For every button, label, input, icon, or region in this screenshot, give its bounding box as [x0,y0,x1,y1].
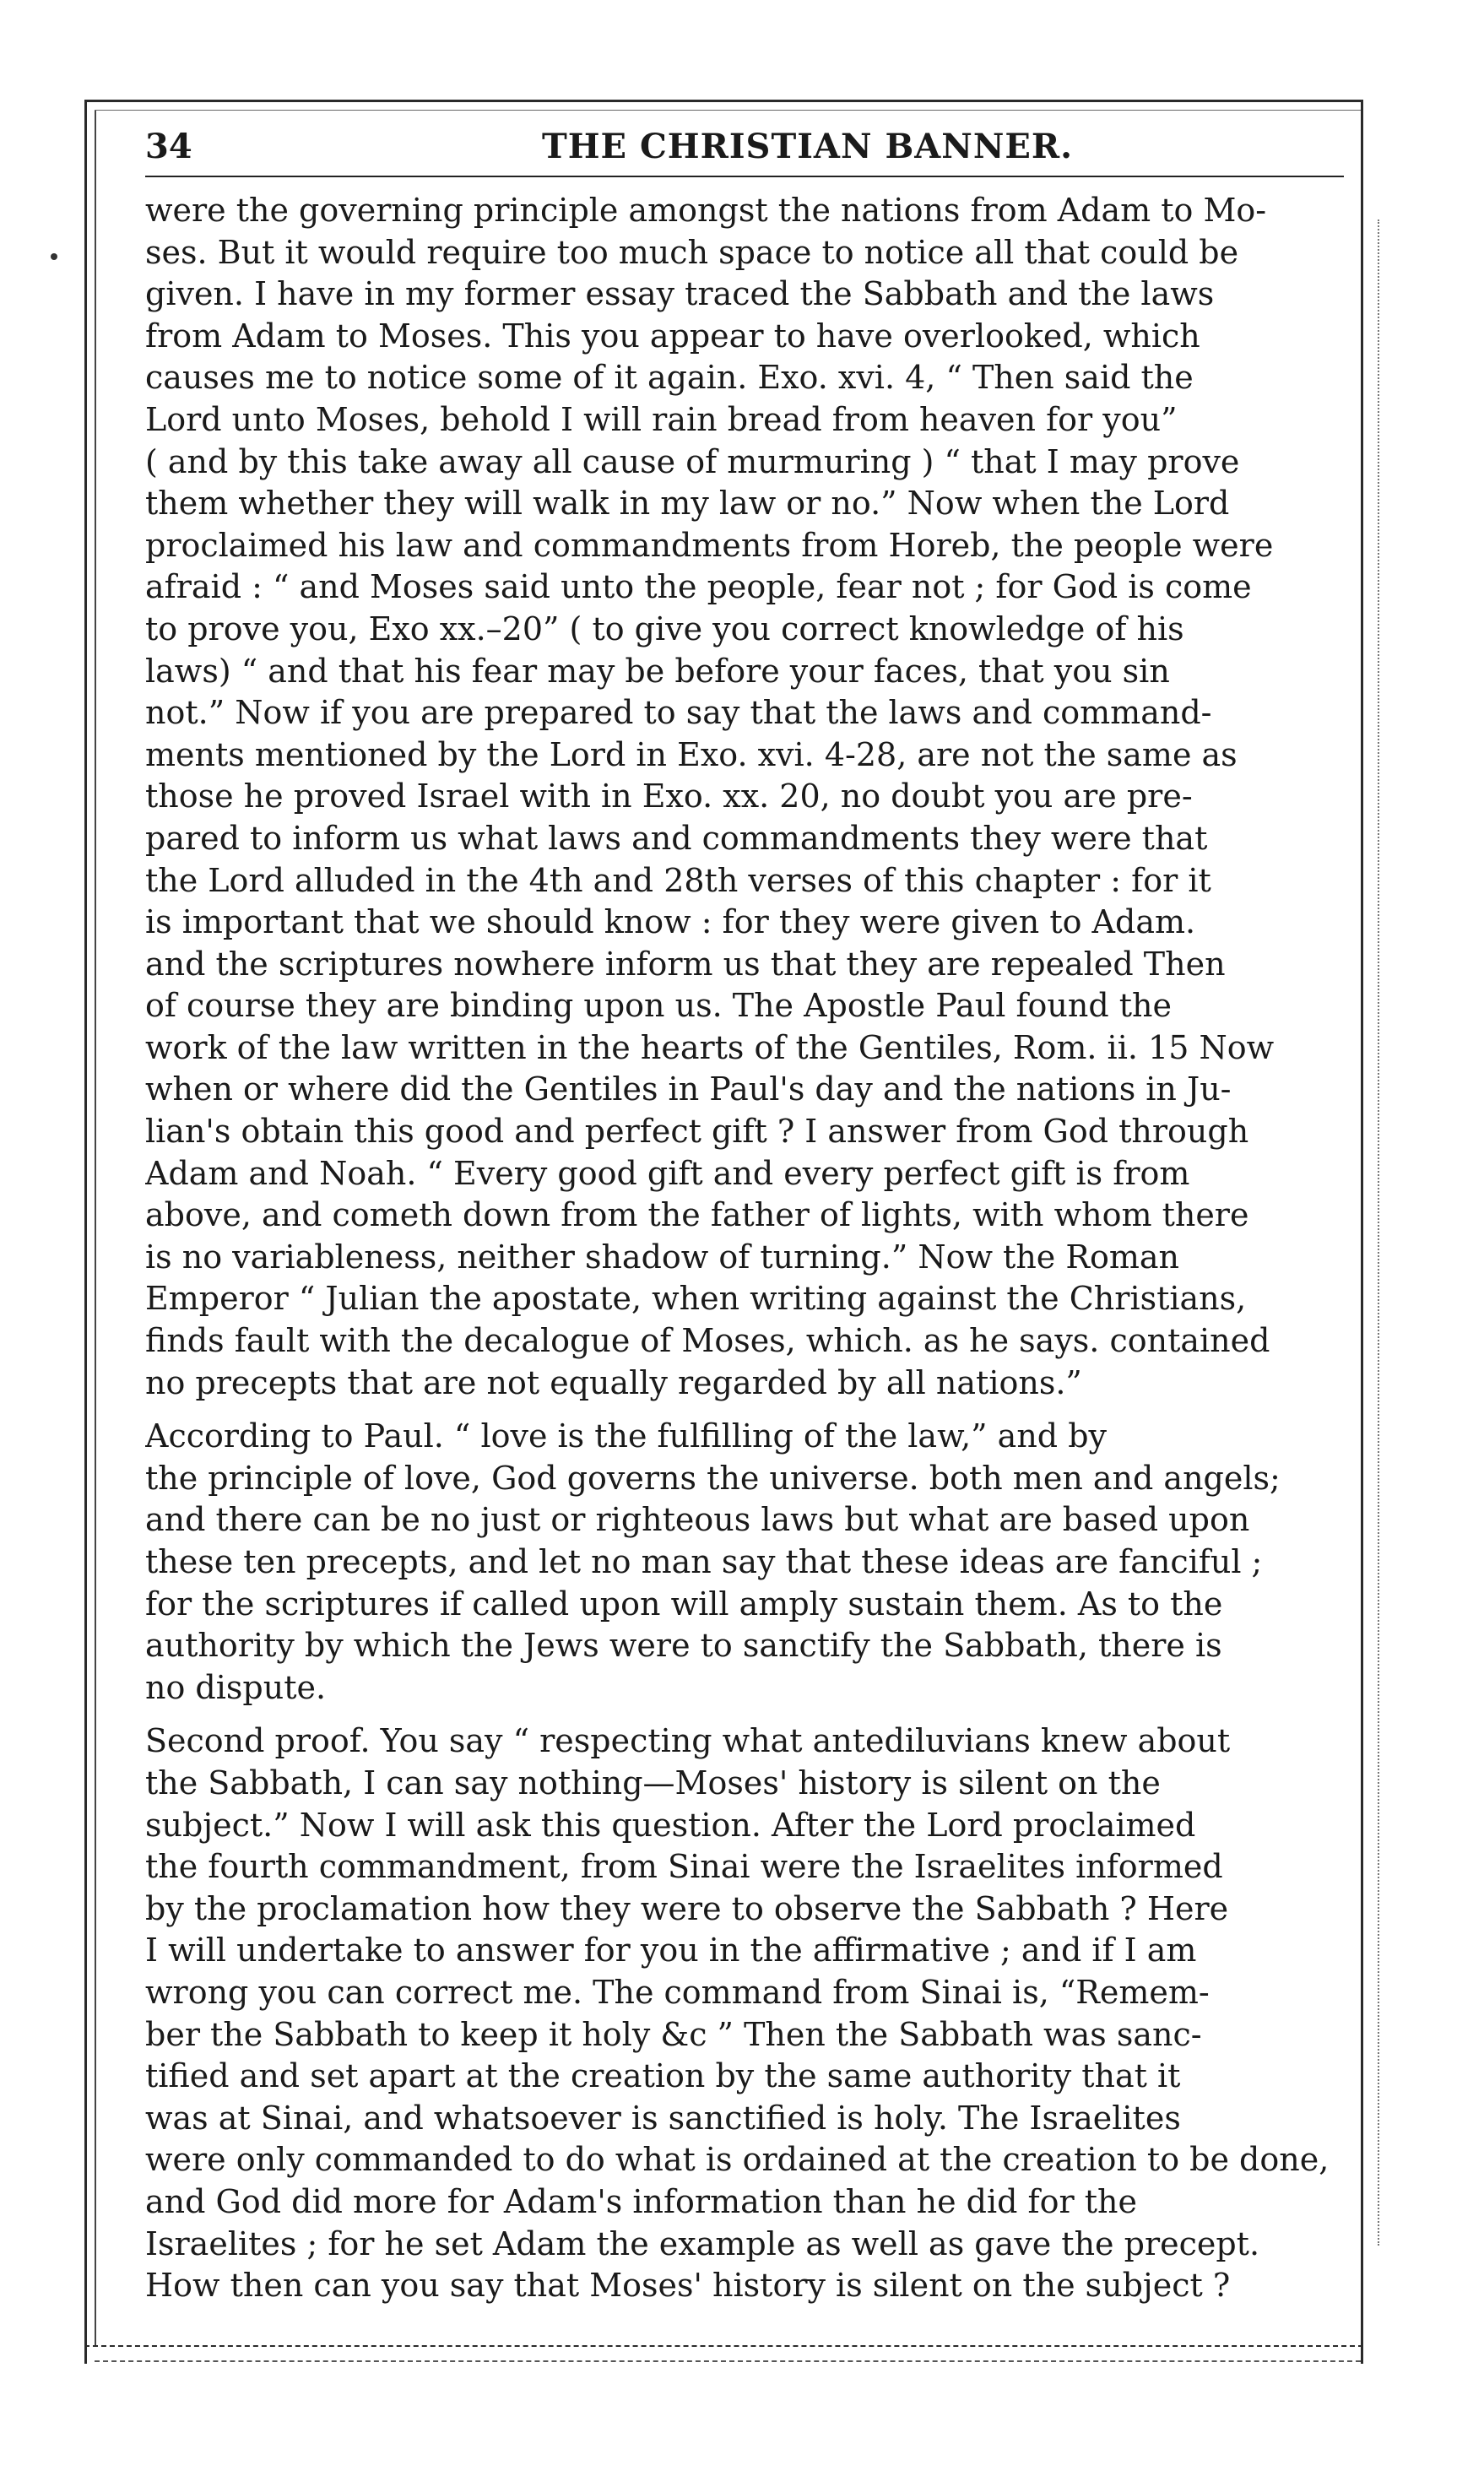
text-line: Adam and Noah. “ Every good gift and every perfect gift is from [145,1154,1190,1192]
text-line: no dispute. [145,1668,327,1706]
text-line: lian's obtain this good and perfect gift ? I answer from God through [145,1113,1249,1151]
page-frame-top-inner-rule [95,110,1361,111]
text-line: the principle of love, God governs the universe. both men and angels; [145,1459,1281,1497]
text-line: the fourth commandment, from Sinai were the Israelites informed [145,1848,1223,1886]
text-line: How then can you say that Moses' history is silent on the subject ? [145,2267,1231,2305]
text-line: for the scriptures if called upon will amply sustain them. As to the [145,1585,1223,1623]
page-frame-left-inner-rule [95,110,96,2347]
text-line: Second proof. You say “ respecting what antediluvians knew about [145,1722,1231,1760]
text-line: of course they are binding upon us. The Apostle Paul found the [145,987,1172,1025]
text-line: and there can be no just or righteous laws but what are based upon [145,1501,1250,1539]
page-frame-top-rule [84,100,1363,102]
text-line: was at Sinai, and whatsoever is sanctified is holy. The Israelites [145,2099,1181,2137]
text-line: According to Paul. “ love is the fulfilling of the law,” and by [145,1417,1107,1455]
page-frame-right-rule [1361,100,1363,2364]
text-line: pared to inform us what laws and commandments they were that [145,819,1208,857]
text-line: is important that we should know : for they were given to Adam. [145,903,1196,941]
text-line: and the scriptures nowhere inform us that they are repealed Then [145,945,1226,983]
text-line: afraid : “ and Moses said unto the people, fear not ; for God is come [145,568,1252,606]
text-line: not.” Now if you are prepared to say that the laws and command- [145,694,1212,732]
text-line: above, and cometh down from the father of lights, with whom there [145,1196,1249,1234]
text-line: no precepts that are not equally regarded by all nations.” [145,1363,1082,1401]
text-line: were only commanded to do what is ordained at the creation to be done, [145,2141,1330,2179]
text-line: the Lord alluded in the 4th and 28th verses of this chapter : for it [145,861,1211,899]
text-line: Emperor “ Julian the apostate, when writing against the Christians, [145,1280,1247,1318]
text-line: subject.” Now I will ask this question. After the Lord proclaimed [145,1806,1196,1844]
text-line: finds fault with the decalogue of Moses, which. as he says. contained [145,1322,1270,1360]
text-line: wrong you can correct me. The command from Sinai is, “Remem- [145,1973,1210,2011]
paragraph-gap [145,1709,1344,1720]
margin-dotted-rule [1378,219,1379,2246]
text-line: given. I have in my former essay traced the Sabbath and the laws [145,275,1215,313]
page-frame-bottom-inner-rule [95,2360,1361,2362]
text-line: ses. But it would require too much space to notice all that could be [145,233,1239,271]
text-line: these ten precepts, and let no man say that these ideas are fanciful ; [145,1543,1263,1580]
text-line: and God did more for Adam's information than he did for the [145,2182,1137,2220]
text-line: proclaimed his law and commandments from Horeb, the people were [145,526,1274,564]
text-line: Lord unto Moses, behold I will rain bread from heaven for you” [145,400,1178,438]
header-rule [145,176,1344,177]
text-line: by the proclamation how they were to observe the Sabbath ? Here [145,1889,1229,1927]
article-body [145,190,1344,2307]
text-line: ber the Sabbath to keep it holy &c ” Then the Sabbath was sanc- [145,2015,1202,2053]
text-line: ( and by this take away all cause of murmuring ) “ that I may prove [145,442,1240,480]
text-line: work of the law written in the hearts of the Gentiles, Rom. ii. 15 Now [145,1028,1275,1066]
text-line: when or where did the Gentiles in Paul's day and the nations in Ju- [145,1070,1232,1108]
text-line: is no variableness, neither shadow of turning.” Now the Roman [145,1238,1180,1276]
text-line: Israelites ; for he set Adam the example as well as gave the precept. [145,2224,1260,2262]
text-line: I will undertake to answer for you in the affirmative ; and if I am [145,1932,1197,1970]
text-line: were the governing principle amongst the nations from Adam to Mo- [145,192,1267,229]
text-line: from Adam to Moses. This you appear to have overlooked, which [145,317,1200,355]
running-title: THE CHRISTIAN BANNER. [542,127,1074,166]
text-line: to prove you, Exo xx.–20” ( to give you correct knowledge of his [145,610,1184,647]
text-line: the Sabbath, I can say nothing—Moses' history is silent on the [145,1764,1161,1802]
margin-ink-speck [51,253,57,260]
text-line: tified and set apart at the creation by the same authority that it [145,2057,1181,2095]
text-line: them whether they will walk in my law or no.” Now when the Lord [145,485,1230,523]
page-frame-bottom-rule [84,2345,1363,2347]
page-frame-left-rule [84,100,87,2364]
page-number: 34 [145,127,192,166]
running-header [145,127,1344,177]
paragraph-gap [145,1404,1344,1416]
text-line: those he proved Israel with in Exo. xx. 20, no doubt you are pre- [145,778,1193,815]
text-line: causes me to notice some of it again. Exo. xvi. 4, “ Then said the [145,359,1194,397]
text-line: ments mentioned by the Lord in Exo. xvi. 4-28, are not the same as [145,735,1238,773]
text-line: laws) “ and that his fear may be before your faces, that you sin [145,652,1170,690]
text-line: authority by which the Jews were to sanctify the Sabbath, there is [145,1627,1222,1665]
